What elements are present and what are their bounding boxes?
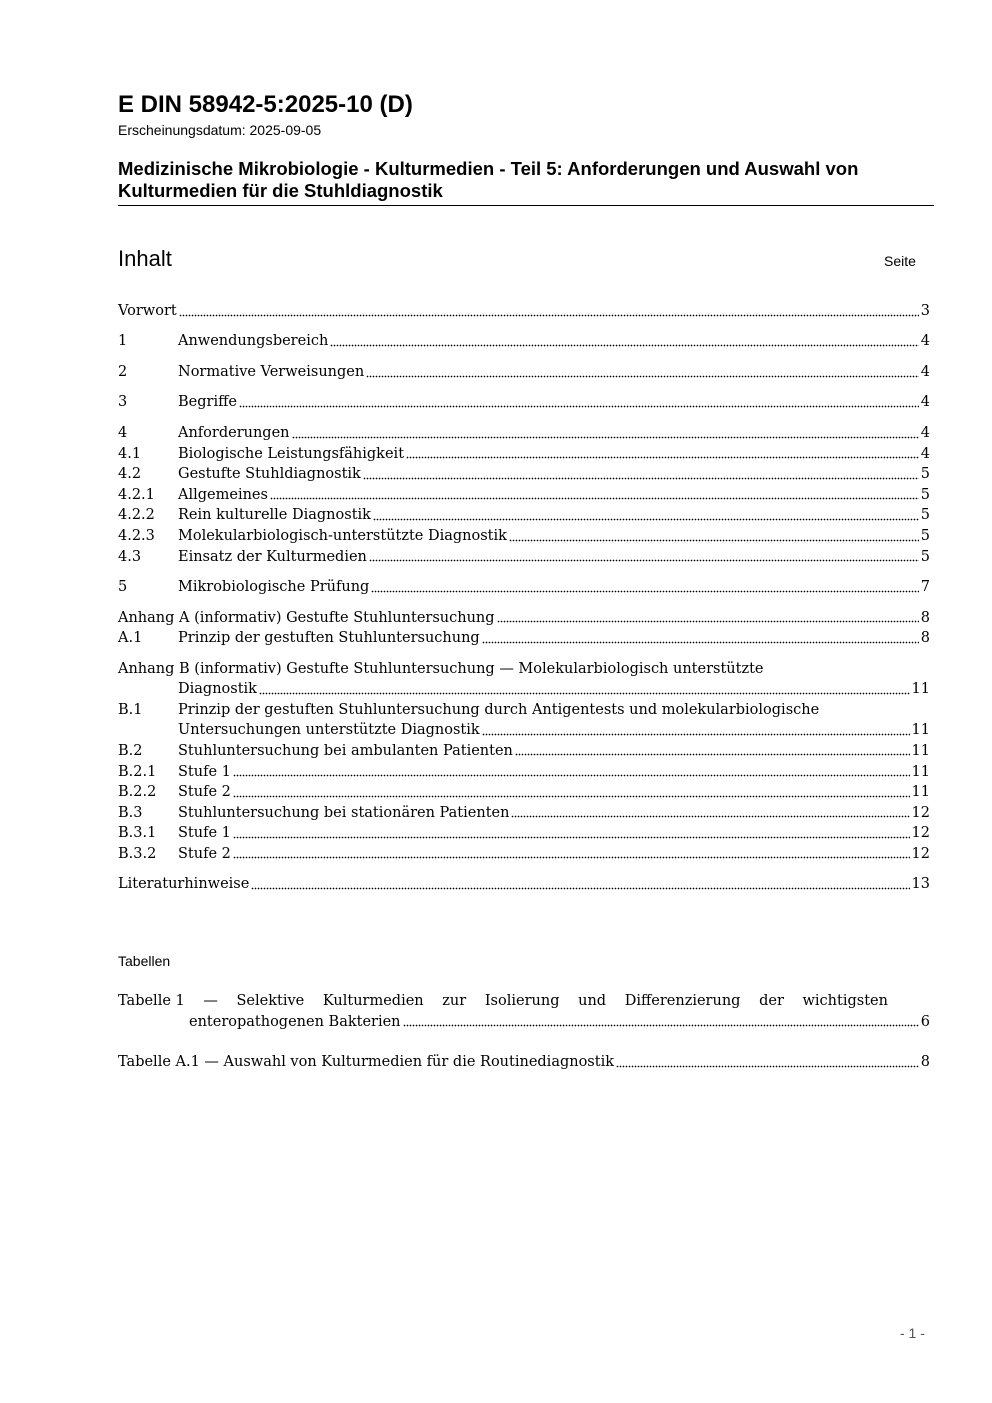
toc-entry-number: 4.2 [118,466,142,483]
toc-entry-title: Stuhluntersuchung bei stationären Patienten [178,804,510,821]
toc-entry-number: B.2.1 [118,763,157,780]
toc-entry-title: Prinzip der gestuften Stuhluntersuchung [178,630,480,647]
toc-leader-dots [233,783,910,803]
toc-entry-page: 4 [920,394,930,410]
toc-leader-dots [406,444,919,464]
page-number: - 1 - [900,1325,925,1341]
table-entry-page: 8 [920,1054,930,1070]
toc-entry-number: B.3 [118,804,143,821]
toc-entry-page: 11 [911,681,930,698]
table-entry-word: Kulturmedien [322,993,424,1009]
toc-leader-dots [292,424,919,444]
toc-entry-title: Molekularbiologisch-unterstützte Diagnostik [178,528,507,544]
toc-leader-dots [239,393,919,413]
toc-entry-title: Stufe 1 [178,825,231,842]
toc-leader-dots [233,824,910,844]
toc-entry-title: Allgemeines [178,486,268,503]
table-entry-title-line1 [118,991,888,1012]
toc-entry-title-line1: Prinzip der gestuften Stuhluntersuchung durch Antigentests und molekularbiologische [178,701,820,718]
table-entry-title: Tabelle A.1 — Auswahl von Kulturmedien für die Routinediagnostik [118,1054,615,1070]
toc-leader-dots [616,1053,919,1073]
toc-entry-page: 11 [911,722,930,739]
toc-leader-dots [251,875,909,895]
publication-date: Erscheinungsdatum: 2025-09-05 [118,122,322,138]
toc-entry-page: 12 [911,825,930,842]
toc-entry-number: 1 [118,333,128,349]
toc-entry-number: 4 [118,425,128,441]
toc-entry-page: 3 [920,303,930,319]
table-entry-title: enteropathogenen Bakterien [189,1013,401,1030]
toc-entry-title: Stuhluntersuchung bei ambulanten Patienten [178,742,513,759]
toc-entry-page: 4 [920,445,930,462]
toc-entry-page: 11 [911,763,930,780]
toc-entry-number: 4.3 [118,548,142,565]
toc-entry-title: Begriffe [178,394,237,410]
toc-entry-title: Gestufte Stuhldiagnostik [178,466,361,483]
toc-leader-dots [403,1012,919,1032]
toc-entry-page: 13 [911,876,930,892]
toc-entry-number: 4.2.1 [118,486,155,503]
toc-leader-dots [369,547,919,567]
toc-entry-number: B.2 [118,742,143,759]
toc-entry-title: Vorwort [118,303,177,319]
toc-entry-page: 8 [920,609,930,626]
toc-entry-title: Normative Verweisungen [178,364,365,380]
table-entry-word: Selektive [236,993,305,1009]
toc-entry-title: Rein kulturelle Diagnostik [178,507,371,524]
toc-entry-page: 7 [920,579,930,595]
toc-entry-title: Stufe 2 [178,845,231,862]
toc-entry-title: Diagnostik [178,681,257,698]
toc-entry-number: 4.2.3 [118,528,155,544]
toc-entry-title: Stufe 2 [178,784,231,801]
toc-heading: Inhalt [118,246,172,271]
toc-entry-page: 8 [920,630,930,647]
table-entry-word: Isolierung [484,993,560,1009]
toc-entry-number: B.1 [118,701,143,718]
toc-entry-title: Mikrobiologische Prüfung [178,579,370,595]
toc-entry-page: 11 [911,742,930,759]
toc-entry-title-line1: Anhang B (informativ) Gestufte Stuhluntersuchung — Molekularbiologisch unterstützte [118,660,764,677]
document-title: Medizinische Mikrobiologie - Kulturmedien - Teil 5: Anforderungen und Auswahl von Kulturmedien für die Stuhldiagnostik [118,158,859,201]
toc-entry-page: 12 [911,845,930,862]
toc-entry-number: A.1 [118,630,143,647]
toc-leader-dots [363,465,919,485]
table-entry-word: Differenzierung [624,993,741,1009]
title-divider [118,205,934,206]
table-entry-word: — [203,993,218,1009]
toc-leader-dots [233,762,910,782]
table-entry-word: der [759,993,784,1009]
toc-leader-dots [270,485,919,505]
table-entry-word: zur [442,993,467,1009]
table-entry-page: 6 [920,1013,930,1030]
toc-entry-title: Biologische Leistungsfähigkeit [178,445,405,462]
toc-leader-dots [330,332,918,352]
table-entry-word: und [578,993,607,1009]
toc-entry-title: Einsatz der Kulturmedien [178,548,367,565]
toc-entry-number: 5 [118,579,128,595]
toc-page-column-label: Seite [884,253,916,269]
toc-entry-page: 4 [920,364,930,380]
toc-entry-page: 5 [920,507,930,524]
toc-leader-dots [233,844,910,864]
toc-leader-dots [497,608,919,628]
toc-entry-number: B.2.2 [118,784,157,801]
table-entry-word: wichtigsten [802,993,888,1009]
toc-entry-title: Anwendungsbereich [178,333,329,349]
toc-entry-title: Literaturhinweise [118,876,250,892]
toc-entry-page: 5 [920,548,930,565]
toc-entry-page: 11 [911,784,930,801]
toc-entry-page: 4 [920,333,930,349]
table-entry-word: Tabelle 1 [118,993,185,1009]
toc-entry-page: 4 [920,425,930,441]
toc-leader-dots [371,578,918,598]
toc-leader-dots [482,721,910,741]
toc-entry-page: 5 [920,528,930,544]
toc-entry-title: Untersuchungen unterstützte Diagnostik [178,722,480,739]
toc-entry-number: 4.1 [118,445,142,462]
toc-entry-number: 4.2.2 [118,507,155,524]
toc-entry-page: 5 [920,486,930,503]
toc-leader-dots [179,302,919,322]
document-id: E DIN 58942-5:2025-10 (D) [118,91,413,118]
toc-leader-dots [259,680,910,700]
toc-entry-number: 3 [118,394,128,410]
toc-entry-number: 2 [118,364,128,380]
toc-entry-number: B.3.2 [118,845,157,862]
toc-entry-number: B.3.1 [118,825,157,842]
toc-entry-page: 5 [920,466,930,483]
toc-entry-title: Stufe 1 [178,763,231,780]
toc-entry-title: Anforderungen [178,425,290,441]
toc-leader-dots [482,629,919,649]
toc-entry-page: 12 [911,804,930,821]
toc-leader-dots [511,803,909,823]
toc-leader-dots [509,527,919,547]
toc-leader-dots [373,506,919,526]
toc-leader-dots [366,363,919,383]
toc-entry-title: Anhang A (informativ) Gestufte Stuhluntersuchung [118,609,495,626]
tables-heading: Tabellen [118,953,171,969]
toc-leader-dots [515,741,910,761]
